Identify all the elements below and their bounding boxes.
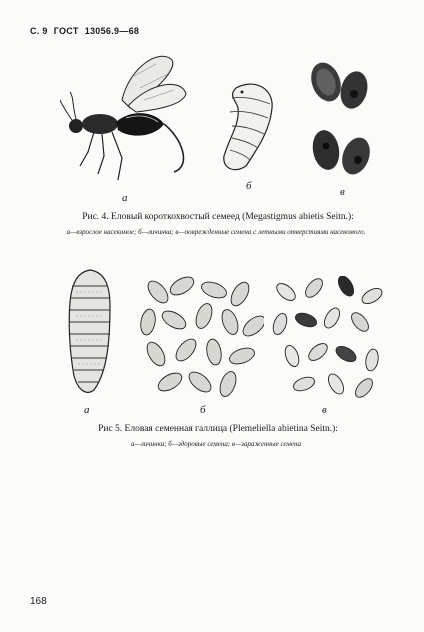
fig5-caption: Рис 5. Еловая семенная галлица (Plemeliella abietina Seitn.): [98,424,338,434]
fig5-larva-illustration [64,266,116,398]
fig4-label-b: б [246,180,252,192]
fig4-label-c: в [340,186,345,198]
standard-name: ГОСТ [53,26,79,36]
fig5-label-b: б [200,404,206,416]
fig4-label-a: а [122,192,128,204]
fig5-label-c: в [322,404,327,416]
fig4-damaged-seeds-illustration [304,56,374,186]
fig5-healthy-seeds-illustration [134,276,264,402]
fig4-caption: Рис. 4. Еловый короткохвостый семеед (Megastigmus abietis Seitn.): [82,212,354,222]
page-marker: С. 9 [30,26,48,36]
fig5-legend: а—личинка; б—здоровые семена; в—зараженные семена [131,440,301,448]
standard-number: 13056.9—68 [84,26,140,36]
page-number: 168 [30,596,47,607]
fig4-larva-illustration [218,78,282,178]
fig4-adult-insect-illustration [60,48,210,188]
fig4-legend: а—взрослое насекомое; б—личинка; в—поврежденные семена с летными отверстиями насекомого. [66,228,366,236]
fig5-label-a: а [84,404,90,416]
page-header [30,26,139,36]
fig5-infected-seeds-illustration [268,276,388,402]
